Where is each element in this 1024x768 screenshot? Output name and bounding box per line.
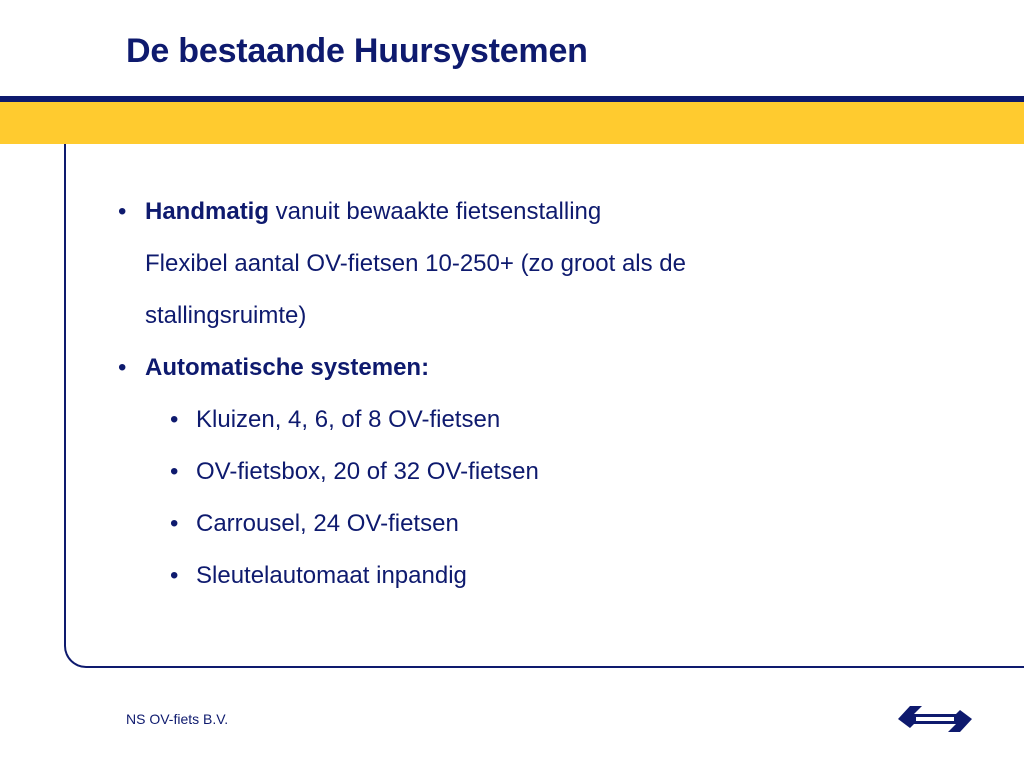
ns-logo-icon [896,702,974,736]
list-item-handmatig [118,186,978,342]
bullet-icon: • [170,562,179,589]
bullet-icon: • [170,510,179,537]
bullet-icon: • [118,198,127,225]
bullet-icon: • [170,458,179,485]
sub-list-item [118,498,978,550]
slide-title: De bestaande Huursystemen [126,32,588,70]
sub-item-text: OV-fietsbox, 20 of 32 OV-fietsen [196,458,539,485]
list-item-automatisch [118,342,978,394]
bullet-icon: • [118,354,127,381]
item-bold-label: Handmatig [145,198,270,225]
bullet-list [118,186,978,602]
sub-list-item [118,550,978,602]
sub-item-text: Sleutelautomaat inpandig [196,562,467,589]
item-continuation-line: stallingsruimte) [145,302,307,329]
item-bold-label: Automatische systemen: [145,354,430,381]
sub-list-item [118,394,978,446]
footer-company: NS OV-fiets B.V. [126,711,229,727]
header-yellow-band [0,102,1024,144]
sub-list-item [118,446,978,498]
bullet-icon: • [170,406,179,433]
item-continuation-line: Flexibel aantal OV-fietsen 10-250+ (zo groot als de [145,250,686,277]
sub-item-text: Carrousel, 24 OV-fietsen [196,510,459,537]
item-text: vanuit bewaakte fietsenstalling [269,198,602,225]
sub-item-text: Kluizen, 4, 6, of 8 OV-fietsen [196,406,501,433]
